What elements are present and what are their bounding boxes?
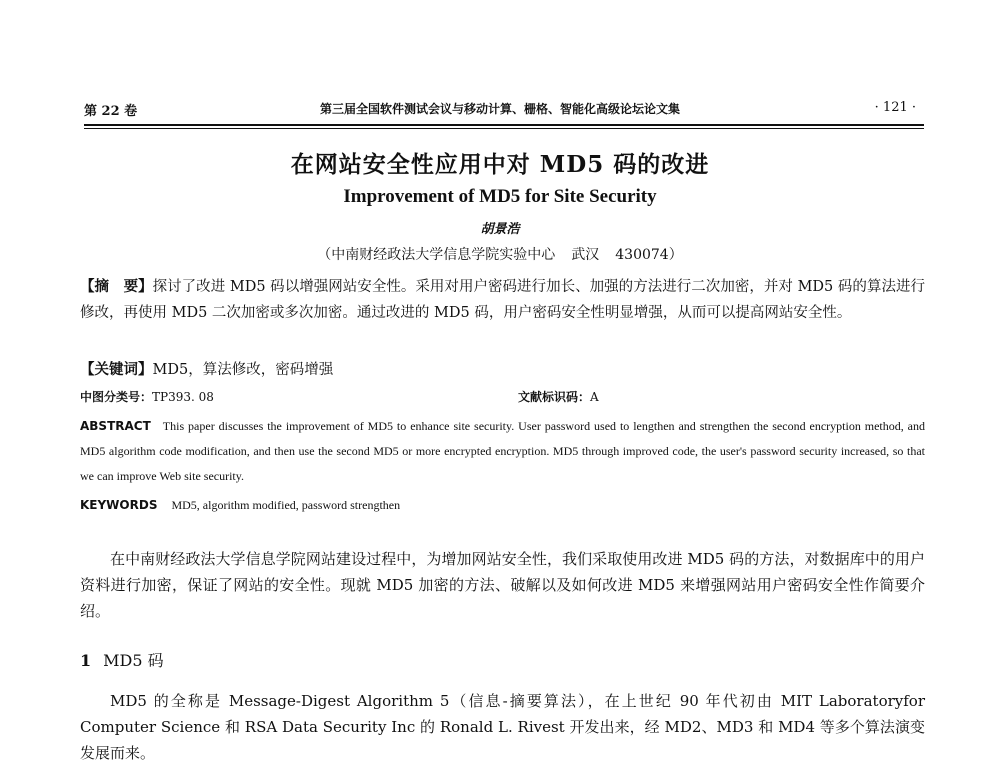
- doc-id-value: A: [590, 390, 599, 404]
- keywords-english-label: KEYWORDS: [80, 498, 158, 512]
- affiliation-postcode: 430074）: [615, 247, 683, 263]
- intro-paragraph: 在中南财经政法大学信息学院网站建设过程中，为增加网站安全性，我们采取使用改进 MD5 码的方法，对数据库中的用户资料进行加密，保证了网站的安全性。现就 MD5 加密的方法、破解以及如何改进 MD5 来增强网站用户密码安全性作简要介绍。: [80, 550, 925, 620]
- abstract-chinese-label: 【摘 要】: [80, 279, 153, 295]
- abstract-english-text: This paper discusses the improvement of MD5 to enhance site security. User password used to lengthen and strengthen the second encryption method, and MD5 algorithm code modification, and then use the second MD5 or more encrypted encryption. MD5 through improved code, the user's password security increased, so that we can improve Web site security.: [80, 419, 925, 483]
- section-title: MD5 码: [103, 651, 164, 670]
- keywords-english: [80, 498, 925, 513]
- classification-value: TP393. 08: [152, 390, 214, 404]
- abstract-english-label: ABSTRACT: [80, 419, 151, 433]
- keywords-english-text: MD5, algorithm modified, password strengthen: [171, 498, 401, 512]
- running-header: [84, 100, 916, 124]
- title-chinese: 在网站安全性应用中对 MD5 码的改进: [290, 151, 710, 178]
- journal-title: 第三届全国软件测试会议与移动计算、栅格、智能化高级论坛论文集: [319, 102, 680, 116]
- affiliation-org: （中南财经政法大学信息学院实验中心: [317, 247, 556, 263]
- affiliation: [0, 244, 1000, 264]
- affiliation-city: 武汉: [571, 247, 600, 263]
- abstract-chinese-text: 探讨了改进 MD5 码以增强网站安全性。采用对用户密码进行加长、加强的方法进行二次加密，并对 MD5 码的算法进行修改，再使用 MD5 二次加密或多次加密。通过改进的 MD5 码，用户密码安全性明显增强，从而可以提高网站安全性。: [80, 279, 926, 321]
- doc-id-label: 文献标识码：: [518, 390, 591, 404]
- header-rule-thin: [84, 128, 924, 129]
- abstract-english: [80, 414, 925, 489]
- abstract-chinese: [80, 274, 925, 326]
- title-english: Improvement of MD5 for Site Security: [343, 186, 657, 207]
- classification-number: [80, 388, 214, 405]
- section-number: 1: [80, 651, 92, 670]
- keywords-chinese: [80, 358, 925, 379]
- author-name: 胡景浩: [480, 222, 520, 237]
- header-rule-thick: [84, 124, 924, 126]
- document-id: [518, 388, 599, 405]
- section-heading: [80, 648, 164, 671]
- section-body-paragraph: MD5 的全称是 Message-Digest Algorithm 5（信息-摘要算法），在上世纪 90 年代初由 MIT Laboratoryfor Computer Science 和 RSA Data Security Inc 的 Ronald L. Rivest 开发出来，经 MD2、MD3 和 MD4 等多个算法演变发展而来。: [80, 692, 925, 762]
- keywords-chinese-label: 【关键词】: [80, 362, 153, 378]
- volume-label: 第 22 卷: [84, 104, 138, 119]
- classification-label: 中图分类号：: [80, 390, 153, 404]
- page-number: · 121 ·: [874, 100, 916, 115]
- keywords-chinese-text: MD5，算法修改，密码增强: [152, 362, 334, 378]
